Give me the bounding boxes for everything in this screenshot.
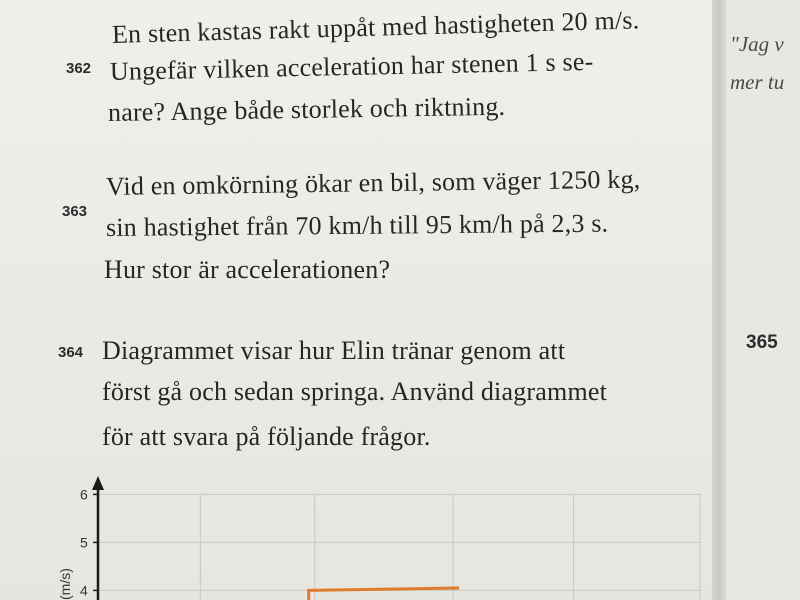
speed-series-line — [309, 588, 460, 600]
y-tick-label: 4 — [80, 582, 88, 599]
problem-text-line: Vid en omkörning ökar en bil, som väger 1250 kg, — [105, 164, 641, 201]
problem-text-line: för att svara på följande frågor. — [102, 422, 431, 451]
problem-number-365: 365 — [746, 332, 778, 353]
y-axis-label: (m/s) — [57, 568, 73, 600]
y-axis-arrow — [92, 476, 104, 490]
facing-page-quote-line-1: "Jag v — [730, 32, 784, 56]
problem-text-line: Diagrammet visar hur Elin tränar genom att — [102, 336, 566, 365]
problem-text-line: sin hastighet från 70 km/h till 95 km/h på 2,3 s. — [105, 208, 609, 242]
problem-text-line: först gå och sedan springa. Använd diagrammet — [102, 377, 608, 406]
problem-number: 363 — [62, 203, 88, 220]
problem-text-line: En sten kastas rakt uppåt med hastigheten 20 m/s. — [111, 5, 640, 49]
problem-number: 362 — [66, 60, 92, 77]
problem-number: 364 — [58, 344, 84, 361]
facing-page-quote-line-2: mer tu — [730, 70, 785, 94]
chart-ticks — [80, 486, 98, 598]
problem-text-line: Hur stor är accelerationen? — [104, 255, 391, 284]
chart-grid — [98, 494, 700, 600]
problem-text-line: nare? Ange både storlek och riktning. — [107, 91, 506, 127]
problem-text-line: Ungefär vilken acceleration har stenen 1 s se- — [109, 46, 594, 86]
y-tick-label: 5 — [80, 534, 88, 551]
chart-series — [309, 588, 460, 600]
speed-time-chart — [0, 470, 718, 600]
y-tick-label: 6 — [80, 486, 88, 503]
facing-page — [726, 0, 800, 600]
